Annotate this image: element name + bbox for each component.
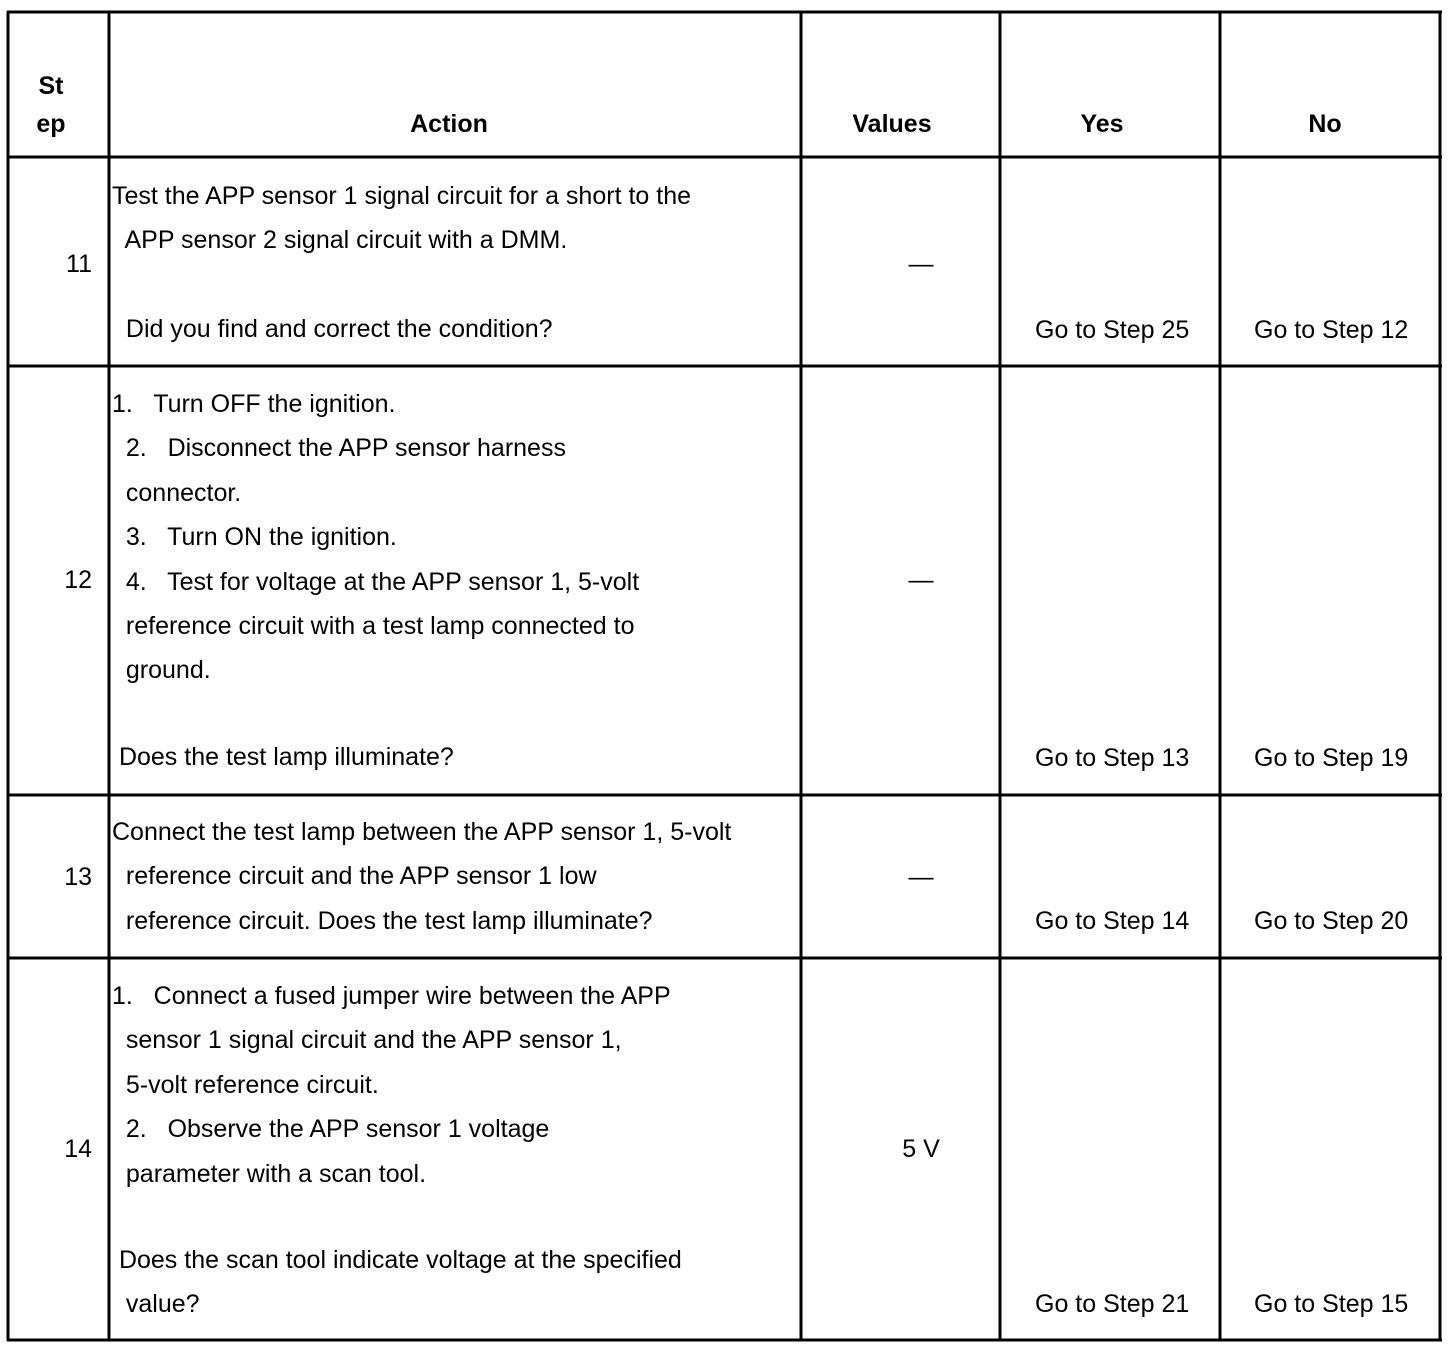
action-line: 3. Turn ON the ignition. (112, 523, 397, 552)
action-line: Test the APP sensor 1 signal circuit for a short to the (112, 182, 692, 210)
value-cell: — (908, 250, 934, 278)
action-line: Does the test lamp illuminate? (112, 743, 454, 771)
action-line: Does the scan tool indicate voltage at the specified (112, 1246, 682, 1274)
action-line: Did you find and correct the condition? (112, 315, 553, 344)
yes-link[interactable]: Go to Step 13 (1035, 744, 1190, 772)
action-line: connector. (112, 478, 242, 507)
no-link[interactable]: Go to Step 19 (1254, 744, 1409, 772)
action-line: Connect the test lamp between the APP sensor 1, 5-volt (112, 818, 732, 846)
action-line: reference circuit and the APP sensor 1 low (112, 862, 597, 891)
step-number: 13 (64, 863, 92, 891)
action-line: parameter with a scan tool. (112, 1159, 427, 1188)
no-link[interactable]: Go to Step 20 (1254, 907, 1409, 935)
value-cell: 5 V (902, 1135, 940, 1163)
step-number: 12 (64, 566, 92, 594)
action-line: 1. Connect a fused jumper wire between the APP (112, 982, 671, 1010)
action-line: 1. Turn OFF the ignition. (112, 390, 396, 418)
action-line: reference circuit. Does the test lamp illuminate? (112, 906, 653, 935)
action-line: reference circuit with a test lamp connected to (112, 612, 635, 640)
action-line: sensor 1 signal circuit and the APP sensor 1, (112, 1026, 622, 1055)
value-cell: — (908, 863, 934, 891)
action-line: value? (112, 1290, 200, 1319)
step-number: 14 (64, 1135, 92, 1163)
value-cell: — (908, 566, 934, 594)
action-line: 2. Disconnect the APP sensor harness (112, 434, 566, 463)
yes-link[interactable]: Go to Step 14 (1035, 907, 1190, 935)
step-number: 11 (66, 250, 92, 278)
action-line: 5-volt reference circuit. (112, 1070, 379, 1099)
no-link[interactable]: Go to Step 15 (1254, 1290, 1409, 1318)
header-no: No (1308, 110, 1342, 138)
action-line: 4. Test for voltage at the APP sensor 1, 5-volt (112, 567, 640, 596)
action-line: APP sensor 2 signal circuit with a DMM. (112, 226, 568, 255)
action-line: ground. (112, 656, 211, 685)
header-yes: Yes (1080, 110, 1124, 138)
yes-link[interactable]: Go to Step 21 (1035, 1290, 1190, 1318)
header-action: Action (410, 110, 488, 138)
header-step: St ep (36, 72, 66, 138)
header-values: Values (852, 110, 932, 138)
yes-link[interactable]: Go to Step 25 (1035, 316, 1190, 344)
action-line: 2. Observe the APP sensor 1 voltage (112, 1115, 550, 1144)
no-link[interactable]: Go to Step 12 (1254, 316, 1409, 344)
